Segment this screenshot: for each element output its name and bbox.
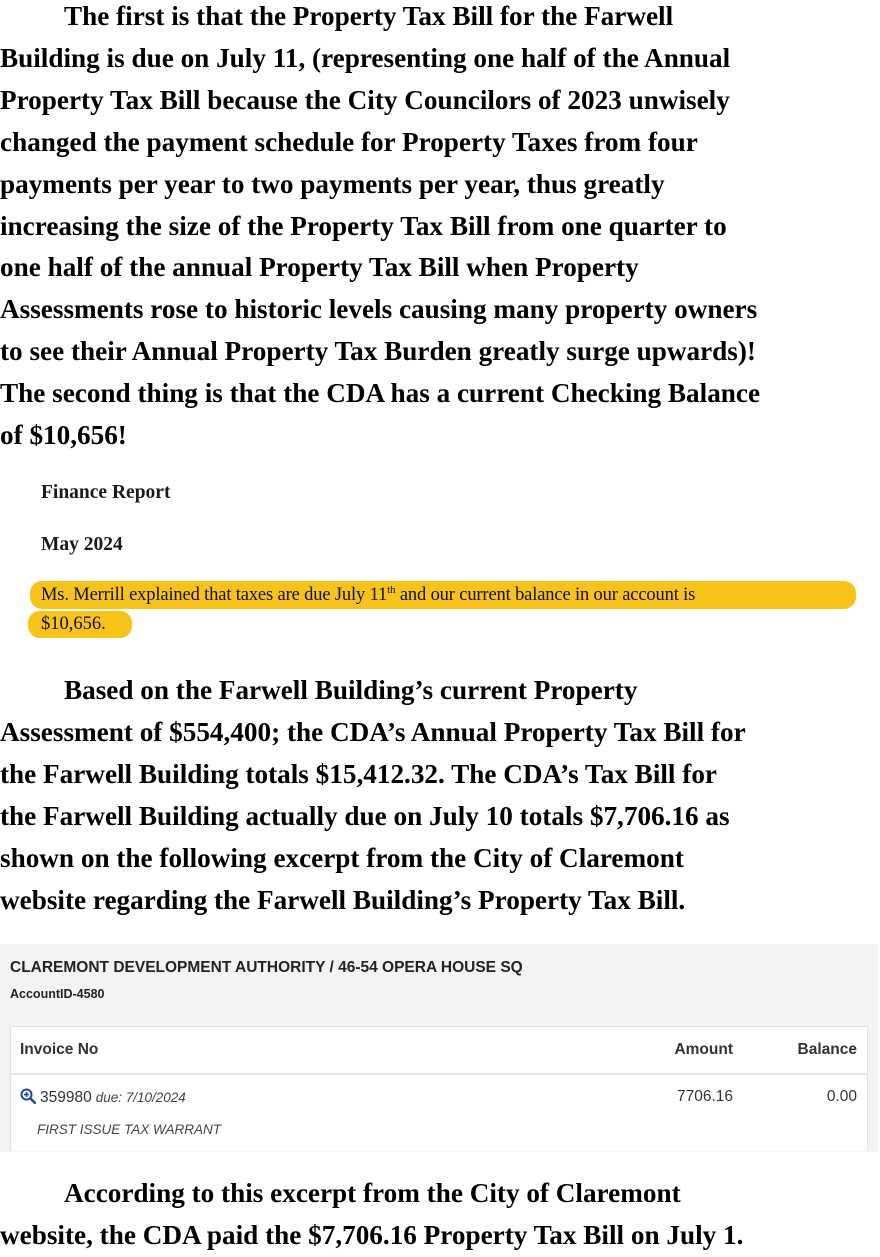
text-line: The second thing is that the CDA has a current Checking Balance — [0, 378, 761, 409]
invoice-amount: 7706.16 — [676, 1088, 733, 1105]
column-header-balance: Balance — [797, 1041, 857, 1058]
finance-text: Ms. Merrill explained that taxes are due July 11 — [41, 585, 388, 605]
paragraph-2 — [0, 670, 880, 921]
text-line: The first is that the Property Tax Bill for the Farwell — [64, 1, 674, 31]
zoom-in-icon[interactable] — [20, 1088, 36, 1104]
text-line: Assessments rose to historic levels causing many property owners — [0, 294, 758, 325]
text-line: shown on the following excerpt from the City of Claremont — [0, 842, 684, 873]
text-line: According to this excerpt from the City of Claremont — [64, 1178, 681, 1208]
invoice-number[interactable]: 359980 — [40, 1089, 92, 1106]
account-title: CLAREMONT DEVELOPMENT AUTHORITY / 46-54 OPERA HOUSE SQ — [10, 959, 523, 976]
text-line: Building is due on July 11, (representing one half of the Annual — [0, 42, 731, 73]
finance-report-date: May 2024 — [41, 534, 123, 555]
account-id: AccountID-4580 — [10, 987, 105, 1001]
text-line: one half of the annual Property Tax Bill when Property — [0, 252, 639, 283]
ordinal-suffix: th — [387, 584, 396, 596]
text-line: the Farwell Building actually due on July 10 totals $7,706.16 as — [0, 800, 730, 831]
paragraph-3 — [0, 1173, 880, 1257]
finance-report-excerpt — [24, 466, 858, 646]
column-header-amount: Amount — [674, 1041, 733, 1058]
finance-report-title: Finance Report — [41, 482, 171, 503]
text-line: Property Tax Bill because the City Councilors of 2023 unwisely — [0, 84, 730, 115]
text-line: payments per year to two payments per year, thus greatly — [0, 168, 665, 199]
text-line: increasing the size of the Property Tax Bill from one quarter to — [0, 210, 727, 241]
finance-report-line — [41, 584, 695, 606]
text-line: website, the CDA paid the $7,706.16 Property Tax Bill on July 1. — [0, 1219, 744, 1250]
due-date: due: 7/10/2024 — [95, 1090, 186, 1105]
invoice-description: FIRST ISSUE TAX WARRANT — [37, 1122, 222, 1137]
text-line: Assessment of $554,400; the CDA’s Annual Property Tax Bill for — [0, 716, 746, 747]
invoice-balance: 0.00 — [826, 1088, 857, 1105]
text-line: website regarding the Farwell Building’s Property Tax Bill. — [0, 884, 686, 915]
text-line: of $10,656! — [0, 420, 127, 451]
tax-website-excerpt — [0, 944, 878, 1152]
finance-report-balance: $10,656. — [41, 614, 106, 634]
text-line: the Farwell Building totals $15,412.32. The CDA’s Tax Bill for — [0, 758, 717, 789]
table-row[interactable] — [20, 1088, 186, 1107]
text-line: Based on the Farwell Building’s current Property — [64, 675, 638, 705]
invoice-table — [10, 1026, 868, 1151]
finance-text: and our current balance in our account is — [395, 585, 696, 605]
text-line: to see their Annual Property Tax Burden greatly surge upwards)! — [0, 336, 756, 367]
table-divider — [11, 1073, 867, 1075]
text-line: changed the payment schedule for Property Taxes from four — [0, 126, 698, 157]
column-header-invoice: Invoice No — [20, 1041, 99, 1058]
paragraph-1 — [0, 0, 880, 457]
